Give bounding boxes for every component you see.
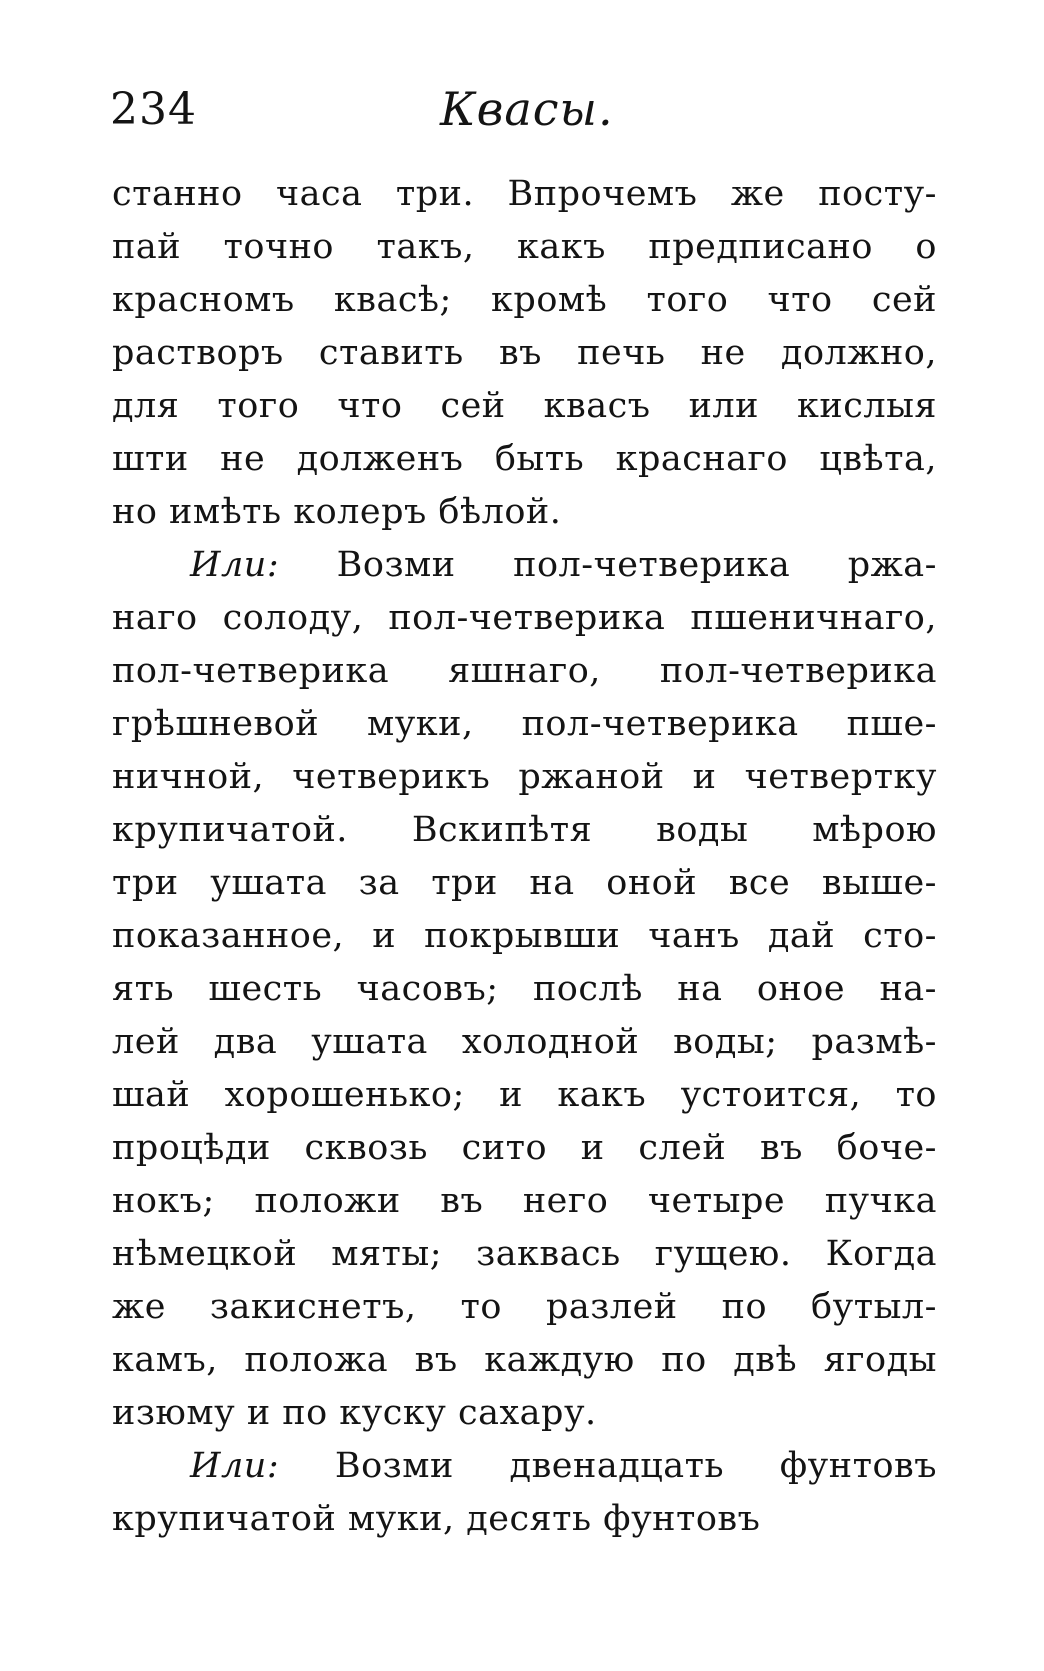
line-text: ничной, четверикъ ржаной и четвертку	[112, 757, 937, 797]
page-header	[110, 78, 940, 148]
line-text: пол-четверика яшнаго, пол-четверика	[112, 651, 937, 691]
text-line	[112, 698, 937, 751]
line-text: же закиснетъ, то разлей по бутыл-	[112, 1287, 937, 1327]
line-text: но имѣть колеръ бѣлой.	[112, 492, 562, 532]
line-text: растворъ ставить въ печь не должно,	[112, 333, 937, 373]
text-line	[112, 1387, 937, 1440]
text-line	[112, 1440, 937, 1493]
text-line	[112, 857, 937, 910]
line-text: лей два ушата холодной воды; размѣ-	[112, 1022, 937, 1062]
line-text: пай точно такъ, какъ предписано о	[112, 227, 937, 267]
text-line	[112, 1493, 937, 1546]
text-line	[112, 1281, 937, 1334]
text-line	[112, 1334, 937, 1387]
text-line	[112, 592, 937, 645]
line-text: процѣди сквозь сито и слей въ боче-	[112, 1128, 937, 1168]
text-line	[112, 168, 937, 221]
line-text: ять шесть часовъ; послѣ на оное на-	[112, 969, 937, 1009]
text-line	[112, 327, 937, 380]
text-line	[112, 380, 937, 433]
text-line	[112, 751, 937, 804]
line-text: три ушата за три на оной все выше-	[112, 863, 937, 903]
text-line	[112, 1069, 937, 1122]
text-line	[112, 1016, 937, 1069]
lead-word: Или:	[190, 1446, 280, 1486]
line-text: грѣшневой муки, пол-четверика пше-	[112, 704, 937, 744]
running-title: Квасы.	[440, 82, 614, 136]
body-text	[112, 168, 937, 1546]
text-line	[112, 274, 937, 327]
text-line	[112, 221, 937, 274]
text-line	[112, 963, 937, 1016]
line-text: изюму и по куску сахару.	[112, 1393, 597, 1433]
paragraph	[112, 1440, 937, 1546]
paragraph	[112, 539, 937, 1440]
text-line	[112, 1175, 937, 1228]
text-line	[112, 1228, 937, 1281]
text-line	[112, 539, 937, 592]
page-number: 234	[110, 84, 197, 135]
line-text: крупичатой. Вскипѣтя воды мѣрою	[112, 810, 937, 850]
text-line	[112, 433, 937, 486]
text-line	[112, 1122, 937, 1175]
line-text: крупичатой муки, десять фунтовъ	[112, 1499, 761, 1539]
line-text: камъ, положа въ каждую по двѣ ягоды	[112, 1340, 937, 1380]
line-text: шти не долженъ быть краснаго цвѣта,	[112, 439, 937, 479]
lead-word: Или:	[190, 545, 280, 585]
line-text: станно часа три. Впрочемъ же посту-	[112, 174, 937, 214]
line-text: для того что сей квасъ или кислыя	[112, 386, 937, 426]
line-text: показанное, и покрывши чанъ дай сто-	[112, 916, 937, 956]
line-text: шай хорошенько; и какъ устоится, то	[112, 1075, 937, 1115]
text-line	[112, 486, 937, 539]
line-text: красномъ квасѣ; кромѣ того что сей	[112, 280, 937, 320]
line-text: нокъ; положи въ него четыре пучка	[112, 1181, 937, 1221]
line-text: нѣмецкой мяты; заквась гущею. Когда	[112, 1234, 937, 1274]
text-line	[112, 804, 937, 857]
line-text: наго солоду, пол-четверика пшеничнаго,	[112, 598, 937, 638]
paragraph	[112, 168, 937, 539]
line-text: Возми пол-четверика ржа-	[279, 545, 937, 585]
text-line	[112, 910, 937, 963]
line-text: Возми двенадцать фунтовъ	[279, 1446, 937, 1486]
text-line	[112, 645, 937, 698]
